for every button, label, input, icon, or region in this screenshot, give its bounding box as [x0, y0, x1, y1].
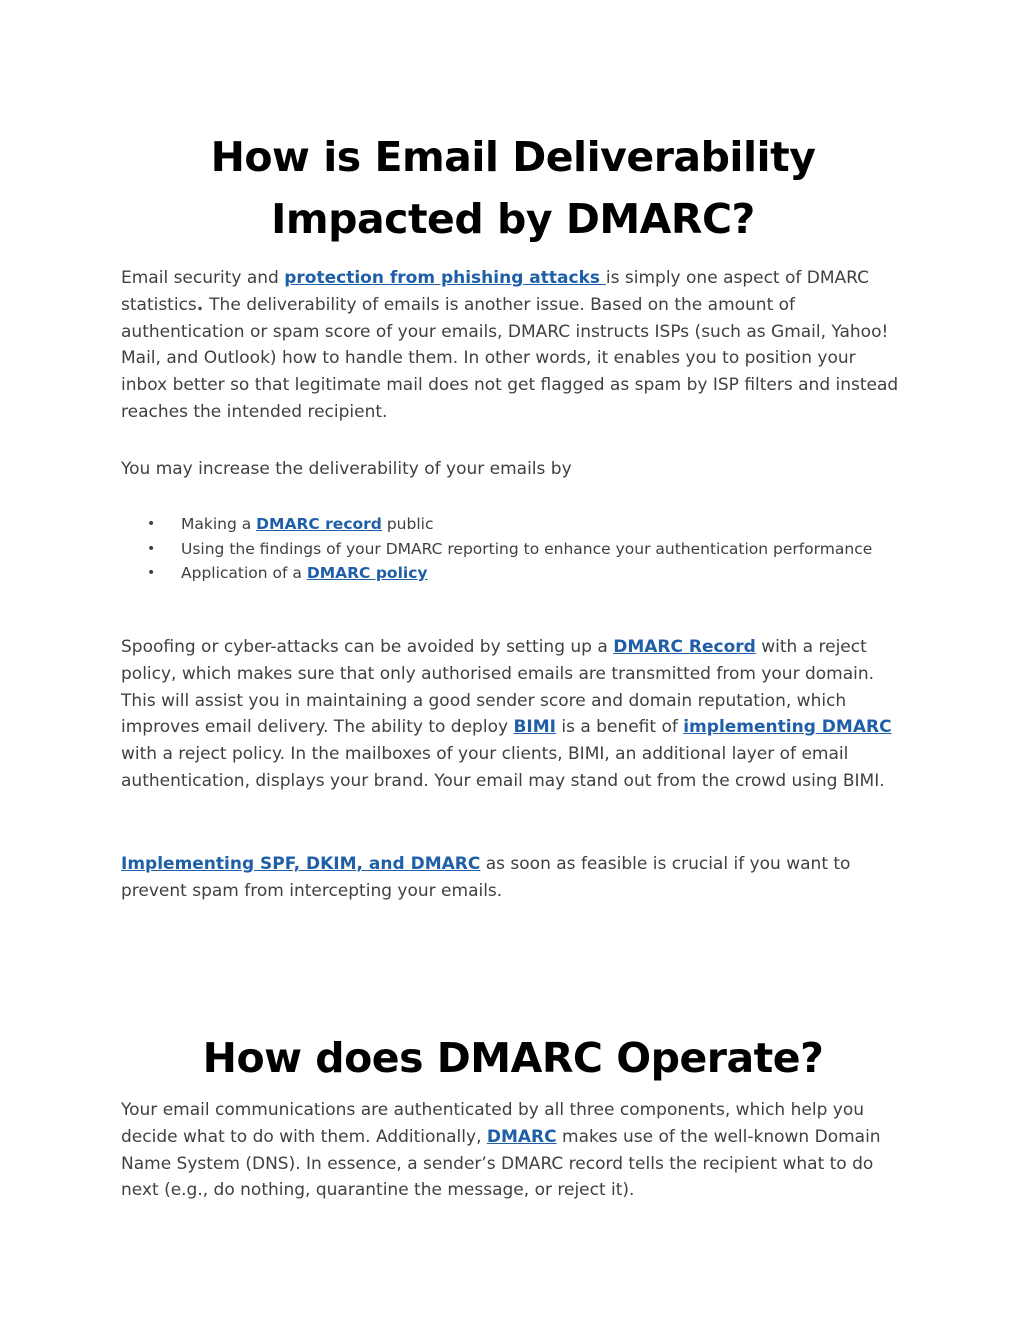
implementation-paragraph: [121, 851, 905, 905]
bullet-icon: •: [147, 516, 156, 532]
spoofing-paragraph: [121, 634, 905, 795]
operate-text-2: makes use of the well-known Domain Name System (DNS). In essence, a sender’s DMARC record tells the recipient what to do next (e.g., do nothing, quarantine the message, or reject it).: [121, 1126, 881, 1201]
list-item: [121, 561, 905, 586]
list-item: [121, 537, 905, 562]
intro-text-4: The deliverability of emails is another issue. Based on the amount of authentication or spam score of your emails, DMARC instructs ISPs (such as Gmail, Yahoo! Mail, and Outlook) how to handle them. In other words, it enables you to position your inbox better so that legitimate mail does not get flagged as spam by ISP filters and instead reaches the intended recipient.: [121, 294, 899, 422]
intro-text-1: Email security and: [121, 268, 285, 288]
spoof-text-2: with a reject policy, which makes sure that only authorised emails are transmitted from your domain. This will assist you in maintaining a good sender score and domain reputation, which improves email delivery. The ability to deploy: [121, 637, 875, 738]
link-dmarc-policy[interactable]: DMARC policy: [306, 564, 428, 582]
title-line-1: How is Email Deliverability: [210, 133, 816, 181]
intro-text-2: is simply one aspect of DMARC statistics: [121, 268, 870, 315]
list-item-text: Using the findings of your DMARC reporting to enhance your authentication performance: [181, 539, 873, 558]
deliverability-list: [121, 512, 905, 586]
lead-paragraph: You may increase the deliverability of your emails by: [121, 459, 572, 479]
spoof-text-1: Spoofing or cyber-attacks can be avoided by setting up a: [121, 637, 614, 657]
operate-text-1: Your email communications are authenticated by all three components, which help you decide what to do with them. Additionally,: [121, 1100, 864, 1147]
link-implementing-spf-dkim-dmarc[interactable]: Implementing SPF, DKIM, and DMARC: [121, 854, 481, 874]
link-dmarc-record-2[interactable]: DMARC Record: [613, 637, 756, 657]
link-dmarc[interactable]: DMARC: [486, 1126, 557, 1147]
bullet-icon: •: [147, 540, 156, 557]
bullet-icon: •: [147, 565, 156, 581]
section-title-deliverability: [101, 126, 925, 250]
intro-bold-period: .: [196, 294, 210, 315]
link-implementing-dmarc[interactable]: implementing DMARC: [683, 717, 892, 738]
list-item-text-after: public: [381, 515, 434, 533]
link-dmarc-record[interactable]: DMARC record: [256, 515, 382, 533]
list-item-text-before: Making a: [181, 515, 257, 533]
implementation-text: as soon as feasible is crucial if you want to prevent spam from intercepting your emails.: [121, 854, 851, 901]
title-line-2: Impacted by DMARC?: [271, 195, 755, 243]
spoof-text-3: is a benefit of: [555, 717, 684, 738]
operation-paragraph: [121, 1097, 905, 1204]
section-title-operation: How does DMARC Operate?: [202, 1034, 824, 1082]
link-bimi[interactable]: BIMI: [513, 717, 556, 738]
spoof-text-4: with a reject policy. In the mailboxes of your clients, BIMI, an additional layer of email authentication, displays your brand. Your email may stand out from the crowd using BIMI.: [121, 744, 885, 791]
link-protection-from-phishing-attacks[interactable]: protection from phishing attacks: [284, 268, 606, 288]
list-item-text-before: Application of a: [181, 564, 307, 582]
intro-paragraph: [121, 265, 905, 426]
list-item: [121, 512, 905, 537]
